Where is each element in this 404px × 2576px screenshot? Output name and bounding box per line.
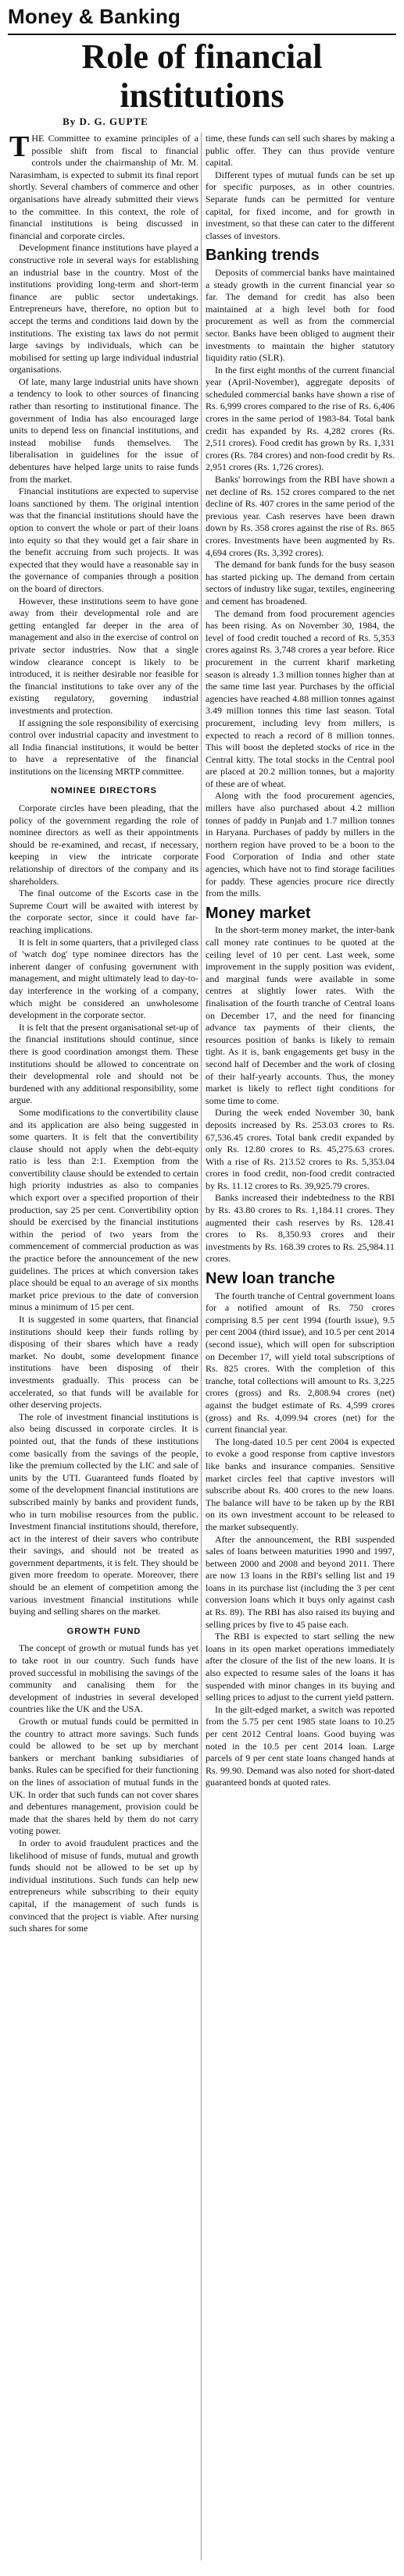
- subheading-nominee-directors: NOMINEE DIRECTORS: [51, 786, 157, 796]
- paragraph: In the first eight months of the current financial year (April-November), aggregate deposits of scheduled commercial banks have shown a rise of Rs. 6,999 crores compared to the rise of Rs. 6,406 crores in the same period of 1983-84. Total bank credit has expanded by Rs. 4,282 crores (Rs. 2,511 crores). Food credit has grown by Rs. 1,331 crores (Rs. 784 crores) and non-food credit by Rs. 2,951 crores (Rs. 1,726 crores).: [206, 364, 395, 473]
- byline: By D. G. GUPTE: [63, 116, 148, 127]
- paragraph: It is felt that the present organisational set-up of the financial institutions should continue, since there is good coordination amongst them. These institutions should be allowed to concentrate on their developmental role and should not be burdened with any additional responsibility, some argue.: [9, 1021, 198, 1106]
- subheading-growth-fund: GROWTH FUND: [66, 1626, 141, 1636]
- paragraph: Some modifications to the convertibility clause and its application are also being suggested in some quarters. It is felt that the convertibility clause should not apply when the debt-equity ratio is less than 2:1. Exemption from the convertibility clause should be extended to certain high priority industries as also to companies which export over a specified proportion of their production, say 25 per cent. Convertibility option should be exercised by the financial institutions within the period of two years from the commencement of commercial production as was the practice before the announcement of the new guidelines. The prices at which conversion takes place should be equal to an average of six months market price previous to the date of conversion minus a minimum of 15 per cent.: [9, 1106, 198, 1313]
- paragraph: In the gilt-edged market, a switch was reported from the 5.75 per cent 1985 state loans to 10.25 per cent 2012 Central loans. Good buying was noted in the 10.5 per cent 2014 loan. Large parcels of 9 per cent state loans changed hands at Rs. 99.90. Demand was also noted for short-dated guaranteed bonds at quoted rates.: [206, 1703, 395, 1788]
- paragraph: Growth or mutual funds could be permitted in the country to attract more savings. Such funds could be allowed to be set up by merchant bankers or merchant banking subsidiaries of banks. Rules can be specified for their functioning on the lines of association of mutual funds in the UK. In order that such funds can not cover shares and debentures management, provision could be made that the shares held by them do not carry voting power.: [9, 1716, 198, 1837]
- nominee-directors-section: [9, 785, 198, 1617]
- section-heading: Money & Banking: [8, 5, 396, 35]
- right-column: [206, 133, 395, 1789]
- paragraph: The demand from food procurement agencies has been rising. As on November 30, 1984, the level of food credit touched a record of Rs. 5,353 crores against Rs. 3,748 crores a year before. Rice procurement in the current kharif marketing season is already 1.3 million tonnes higher than at the same time last year. Purchases by the official agencies have reached 4.88 million tonnes against 3.49 million tonnes this time last season. Total procurement, including levy from millers, is expected to reach a record of 8 million tonnes. This will boost the depleted stocks of rice in the Central kitty. The total stocks in the Central pool are placed at 20.2 million tonnes, but a majority of these are of wheat.: [206, 607, 395, 789]
- continuation-text: time, these funds can sell such shares by making a public offer. They can thus provide venture capital.: [206, 133, 395, 169]
- paragraph: Deposits of commercial banks have maintained a steady growth in the current financial year so far. The demand for credit has also been maintained at a high level both for food procurement as well as from the commercial sector. Banks have been obliged to augment their investments to maintain the higher statutory liquidity ratio (SLR).: [206, 266, 395, 364]
- paragraph: In order to avoid fraudulent practices and the likelihood of misuse of funds, mutual and growth funds should not be allowed to be set up by individual institutions. Such funds can help new entrepreneurs while subscribing to their equity capital, if the management of such funds is convinced that the project is viable. After nursing such shares for some: [9, 1837, 198, 1934]
- paragraph: The fourth tranche of Central government loans for a notified amount of Rs. 750 crores comprising 8.5 per cent 1994 (fourth issue), 9.5 per cent 2004 (third issue), and 10.5 per cent 2014 (second issue), which will open for subscription on December 17, will yield total subscriptions of Rs. 825 crores. With the completion of this tranche, total collections will amount to Rs. 3,225 crores (gross) and Rs. 2,808.94 crores (net) against the budget estimate of Rs. 4,599 crores (gross) and Rs. 4,099.94 crores (net) for the current financial year.: [206, 1290, 395, 1436]
- money-market-section: [206, 904, 395, 1265]
- paragraph: Along with the food procurement agencies, millers have also purchased about 4.2 million tonnes of paddy in Punjab and 1.7 million tonnes in Haryana. Purchases of paddy by millers in the northern region have proved to be a boon to the Food Corporation of India and other state agencies, which have not to find storage facilities for paddy. These agencies procure rice directly from the mills.: [206, 790, 395, 899]
- subheading-banking-trends: Banking trends: [206, 247, 320, 265]
- drop-cap: T: [9, 130, 30, 163]
- growth-fund-section: [9, 1626, 198, 1935]
- paragraph: The final outcome of the Escorts case in the Supreme Court will be awaited with interest by the corporate sector, since it could have far-reaching implications.: [9, 888, 198, 935]
- paragraph: It is suggested in some quarters, that financial institutions should keep their funds rolling by disposing of their shares which have a ready market. No doubt, some development finance institutions have been disposing of their investments gradually. This process can be accelerated, so that funds will be available for other deserving projects.: [9, 1314, 198, 1411]
- paragraph: Banks increased their indebtedness to the RBI by Rs. 43.80 crores to Rs. 1,184.11 crores. They augmented their cash reserves by Rs. 128.41 crores to Rs. 8,350.93 crores and their investments by Rs. 168.39 crores to Rs. 25,984.11 crores.: [206, 1192, 395, 1265]
- column-divider: [201, 133, 202, 2560]
- banking-trends-section: [206, 247, 395, 899]
- lead-text: HE Committee to examine principles of a possible shift from fiscal to financial controls under the chairmanship of Mr. M. Narasimham, is expected to submit its final report shortly. Several chambers of commerce and other organisations have already submitted their views to the committee. In this context, the role of financial institutions is being discussed in financial and corporate circles.: [9, 133, 198, 241]
- paragraph: The concept of growth or mutual funds has yet to take root in our country. Such funds have proved successful in mobilising the savings of the community and canalising them for the development of industries in several developed countries like the UK and the USA.: [9, 1642, 198, 1715]
- subheading-new-loan-tranche: New loan tranche: [206, 1270, 335, 1288]
- paragraph: Different types of mutual funds can be set up for specific purposes, as in other countries. Separate funds can be permitted for venture capital, for fixed income, and for growth in investment, so that these can cater to the different classes of investors.: [206, 169, 395, 241]
- paragraph: During the week ended November 30, bank deposits increased by Rs. 253.03 crores to Rs. 67,536.45 crores. Total bank credit expanded by only Rs. 12.80 crores to Rs. 45,275.63 crores. With a rise of Rs. 213.52 crores to Rs. 5,353.04 crores in food credit, non-food credit contracted by Rs. 11.12 crores to Rs. 39,925.79 crores.: [206, 1107, 395, 1191]
- new-loan-tranche-section: [206, 1270, 395, 1789]
- paragraph: The long-dated 10.5 per cent 2004 is expected to evoke a good response from captive investors like banks and insurance companies. Sensitive market circles feel that captive investors will subscribe about Rs. 400 crores to the new loans. The balance will have to be taken up by the RBI on its own investment account to be released to the market subsequently.: [206, 1436, 395, 1532]
- paragraph: However, these institutions seem to have gone away from their developmental role and are getting entangled far deeper in the area of management and also in the exercise of control on private sector industries. Now that a single window clearance concept is likely to be introduced, it is neither desirable nor feasible for the financial institutions to take over any of the existing regulatory, governing industrial investments and protection.: [9, 595, 198, 716]
- paragraph: Of late, many large industrial units have shown a tendency to look to other sources of financing rather than resorting to institutional finance. The government of India has also encouraged large units to depend less on financial institutions, and instead mobilise funds themselves. The liberalisation in guidelines for the issue of debentures have helped large units to raise funds from the market.: [9, 375, 198, 485]
- paragraph: Financial institutions are expected to supervise loans sanctioned by them. The original intention was that the financial institutions should have the option to convert the whole or part of their loans into equity so that they would get a fair share in the benefit accruing from such projects. It was expected that they would have a reasonable say in the governance of companies through a position on the board of directors.: [9, 486, 198, 594]
- paragraph: The RBI is expected to start selling the new loans in its open market operations immediately after the closure of the list of the new loans. It is also expected to resume sales of the loans it has suspended with minor changes in its buying and selling prices to adjust to the current yield pattern.: [206, 1631, 395, 1703]
- paragraph: Banks' borrowings from the RBI have shown a net decline of Rs. 152 crores compared to the net decline of Rs. 407 crores in the same period of the previous year. Cash reserves have been drawn down by Rs. 358 crores against the rise of Rs. 865 crores. Investments have been augmented by Rs. 4,694 crores (Rs. 3,392 crores).: [206, 474, 395, 558]
- paragraph: The role of investment financial institutions is also being discussed in corporate circles. It is pointed out, that the funds of these institutions come basically from the savings of the people, like the premium collected by the LIC and sale of units by the UTI. Guaranteed funds floated by some of the development financial institutions are subscribed mainly by banks and provident funds, who in turn mobilise resources from the public. Investment financial institutions should, therefore, act in the interest of their savers who contribute their savings, and should not be treated as government departments, it is felt. They should be given more freedom to operate. Moreover, there should be an element of competition among the various investment financial institutions while buying and selling shares on the market.: [9, 1411, 198, 1617]
- paragraph: In the short-term money market, the inter-bank call money rate continues to be quoted at the ceiling level of 10 per cent. Last week, some improvement in the supply position was evident, and marginal funds were available in some centres at slightly lower rates. With the finalisation of the fourth tranche of Central loans on December 17, and the need for financing advance tax payments of their clients, the resources position of banks is likely to remain tight. As it is, bank engagements get busy in the second half of December and the work of closing of their half-yearly accounts. Thus, the money market is likely to reflect tight conditions for some time to come.: [206, 924, 395, 1106]
- intro-section: [9, 130, 198, 777]
- left-column: [9, 130, 198, 1935]
- article-headline: Role of financial institutions: [81, 37, 323, 115]
- paragraph: Development finance institutions have played a constructive role in several ways for establishing an industrial base in the country. Most of the institutions providing long-term and short-term finance are public sector undertakings. Entrepreneurs have, therefore, no option but to accept the terms and conditions laid down by the institutions. The existing tax laws do not permit large savings by individuals, which can be mobilised for setting up large individual industrial organisations.: [9, 242, 198, 375]
- paragraph: It is felt in some quarters, that a privileged class of 'watch dog' type nominee directors has the inherent danger of confusing government with management, and might ultimately lead to day-to-day interference in the working of a company, which might be considered an unwholesome development in the corporate sector.: [9, 936, 198, 1021]
- paragraph: If assigning the sole responsibility of exercising control over industrial capacity and investment to all India financial institutions, it would be better to have a representative of the financial institutions on the licensing MRTP committee.: [9, 717, 198, 777]
- paragraph: After the announcement, the RBI suspended sales of loans between maturities 1990 and 1997, between 2000 and 2008 and beyond 2011. There are now 13 loans in the RBI's selling list and 19 loans in its purchase list (including the 3 per cent conversion loans which it buys only against cash at Rs. 89). The RBI has also raised its buying and selling prices by five to 45 paise each.: [206, 1533, 395, 1630]
- paragraph: The demand for bank funds for the busy season has started picking up. The demand from certain sectors of industry like sugar, textiles, engineering and cement has broadened.: [206, 559, 395, 607]
- paragraph: Corporate circles have been pleading, that the policy of the government regarding the role of nominee directors as well as their appointments should be re-examined, and recast, if necessary, keeping in view the intricate corporate relationship of directors of the company and its shareholders.: [9, 802, 198, 887]
- lead-paragraph: [9, 130, 198, 242]
- subheading-money-market: Money market: [206, 904, 311, 922]
